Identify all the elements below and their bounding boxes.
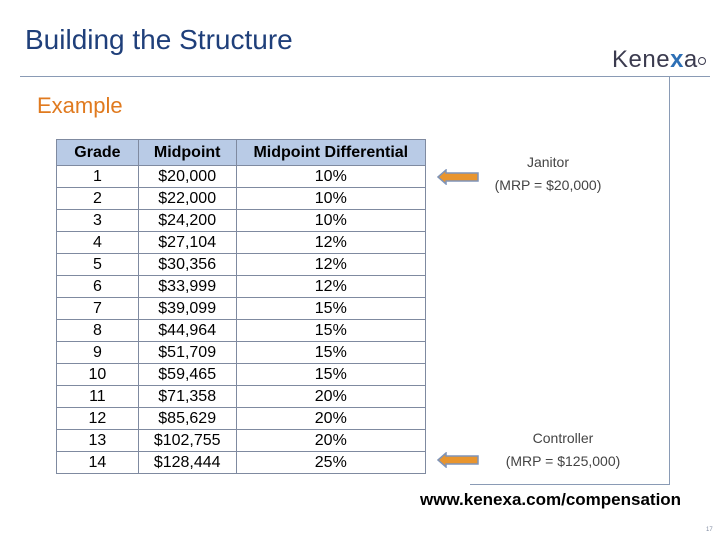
grade-cell: 1 [57, 166, 139, 188]
table-row [57, 452, 426, 474]
grade-cell: 7 [57, 298, 139, 320]
grade-cell: 4 [57, 232, 139, 254]
vertical-divider [669, 76, 670, 484]
grade-cell: 3 [57, 210, 139, 232]
grade-cell: 14 [57, 452, 139, 474]
grade-table [56, 139, 426, 474]
grade-cell: 11 [57, 386, 139, 408]
page-number: 17 [706, 527, 713, 533]
midpoint-cell: $85,629 [138, 408, 236, 430]
column-header-grade: Grade [57, 140, 139, 166]
differential-cell: 15% [236, 298, 425, 320]
slide-title: Building the Structure [25, 24, 293, 55]
differential-cell: 10% [236, 188, 425, 210]
table-row [57, 188, 426, 210]
differential-cell: 15% [236, 364, 425, 386]
differential-cell: 10% [236, 210, 425, 232]
differential-cell: 15% [236, 342, 425, 364]
differential-cell: 20% [236, 386, 425, 408]
section-subtitle: Example [37, 93, 123, 118]
grade-cell: 6 [57, 276, 139, 298]
left-arrow-icon [437, 452, 479, 468]
differential-cell: 15% [236, 320, 425, 342]
grade-cell: 5 [57, 254, 139, 276]
kenexa-logo [612, 46, 706, 76]
table-row [57, 386, 426, 408]
logo-text-suffix: a [683, 46, 698, 73]
midpoint-cell: $24,200 [138, 210, 236, 232]
differential-cell: 12% [236, 276, 425, 298]
differential-cell: 12% [236, 232, 425, 254]
table-row [57, 166, 426, 188]
controller-callout-title: Controller [532, 430, 594, 446]
janitor-callout-mrp: (MRP = $20,000) [494, 177, 602, 193]
controller-callout-mrp: (MRP = $125,000) [505, 453, 621, 469]
grade-cell: 13 [57, 430, 139, 452]
midpoint-cell: $22,000 [138, 188, 236, 210]
footer-divider [470, 484, 670, 485]
table-row [57, 232, 426, 254]
midpoint-cell: $51,709 [138, 342, 236, 364]
differential-cell: 20% [236, 430, 425, 452]
table-row [57, 210, 426, 232]
midpoint-cell: $128,444 [138, 452, 236, 474]
midpoint-cell: $102,755 [138, 430, 236, 452]
differential-cell: 20% [236, 408, 425, 430]
midpoint-cell: $71,358 [138, 386, 236, 408]
differential-cell: 12% [236, 254, 425, 276]
table-row [57, 408, 426, 430]
table-header-row [57, 140, 426, 166]
grade-cell: 8 [57, 320, 139, 342]
title-divider [20, 76, 710, 77]
midpoint-cell: $30,356 [138, 254, 236, 276]
differential-cell: 10% [236, 166, 425, 188]
table-row [57, 430, 426, 452]
logo-text-x: x [670, 46, 684, 73]
left-arrow-icon [437, 169, 479, 185]
table-row [57, 342, 426, 364]
logo-mark-icon [698, 57, 706, 65]
column-header-midpoint: Midpoint [138, 140, 236, 166]
midpoint-cell: $59,465 [138, 364, 236, 386]
logo-text-prefix: Kene [612, 46, 671, 73]
grade-cell: 12 [57, 408, 139, 430]
differential-cell: 25% [236, 452, 425, 474]
midpoint-cell: $20,000 [138, 166, 236, 188]
website-url[interactable]: www.kenexa.com/compensation [420, 490, 682, 509]
midpoint-cell: $33,999 [138, 276, 236, 298]
midpoint-cell: $27,104 [138, 232, 236, 254]
midpoint-cell: $39,099 [138, 298, 236, 320]
table-row [57, 254, 426, 276]
table-row [57, 364, 426, 386]
grade-cell: 10 [57, 364, 139, 386]
grade-cell: 2 [57, 188, 139, 210]
table-row [57, 320, 426, 342]
table-body [57, 166, 426, 474]
table-row [57, 298, 426, 320]
janitor-callout-title: Janitor [526, 154, 570, 170]
grade-cell: 9 [57, 342, 139, 364]
janitor-callout [486, 151, 610, 197]
column-header-differential: Midpoint Differential [236, 140, 425, 166]
controller-callout [496, 427, 630, 473]
midpoint-cell: $44,964 [138, 320, 236, 342]
table-row [57, 276, 426, 298]
